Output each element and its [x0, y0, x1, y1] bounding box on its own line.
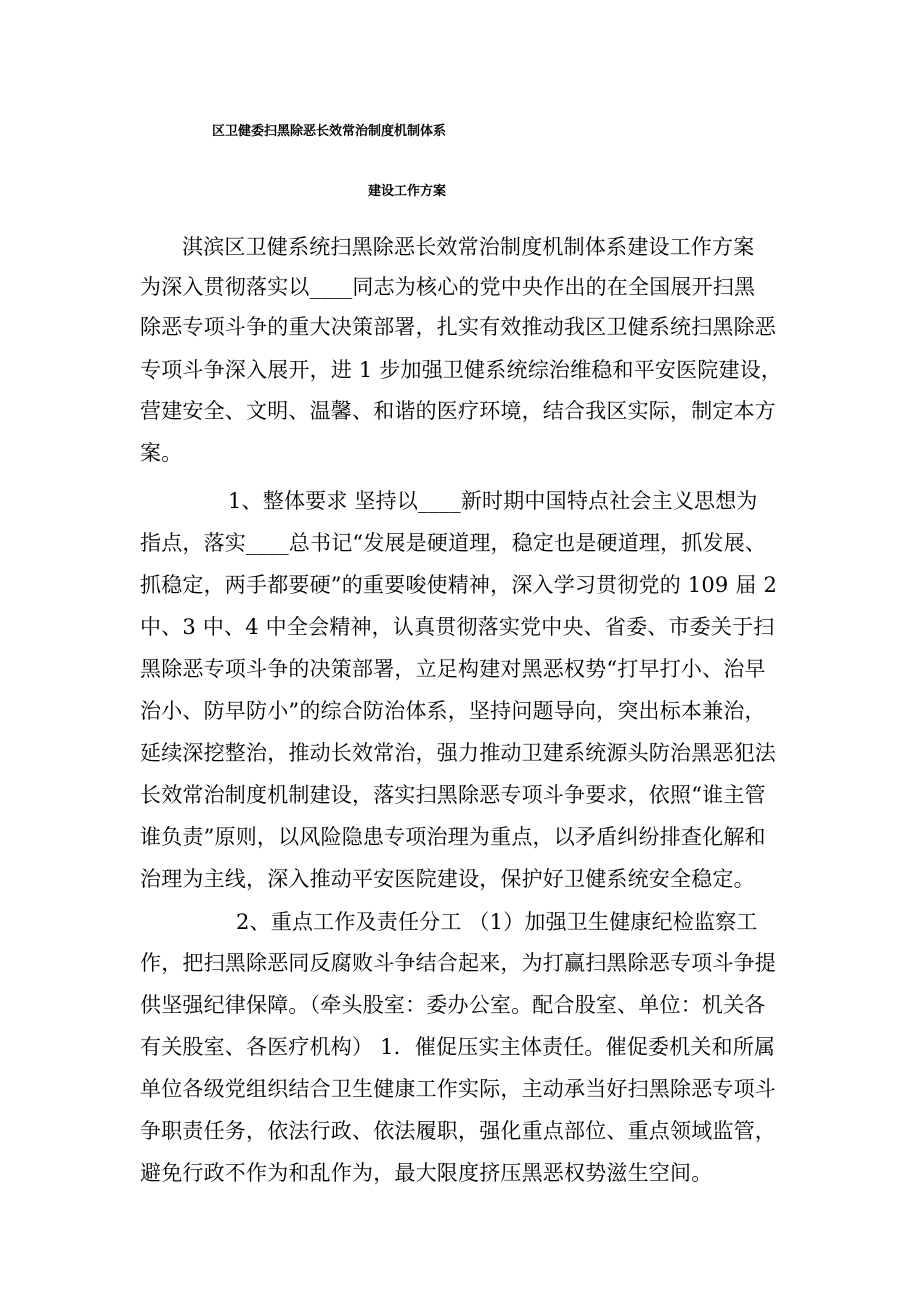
body-line: 长效常治制度机制建设，落实扫黑除恶专项斗争要求，依照“谁主管 [140, 783, 766, 807]
section-1-heading-line: 1、整体要求 坚持以____新时期中国特点社会主义思想为 [228, 489, 758, 513]
body-line: 延续深挖整治，推动长效常治，强力推动卫建系统源头防治黑恶犯法 [140, 741, 776, 765]
document-title-line-1: 区卫健委扫黑除恶长效常治制度机制体系 [212, 124, 447, 139]
body-line: 中、3 中、4 中全会精神，认真贯彻落实党中央、省委、市委关于扫 [140, 615, 775, 639]
body-line: 黑除恶专项斗争的决策部署，立足构建对黑恶权势“打早打小、治早 [140, 657, 766, 681]
body-line: 治理为主线，深入推动平安医院建设，保护好卫健系统安全稳定。 [140, 867, 755, 891]
body-line-intro-heading: 淇滨区卫健系统扫黑除恶长效常治制度机制体系建设工作方案 [182, 235, 755, 259]
body-line: 为深入贯彻落实以____同志为核心的党中央作出的在全国展开扫黑 [140, 275, 756, 299]
body-line: 除恶专项斗争的重大决策部署，扎实有效推动我区卫健系统扫黑除恶 [140, 315, 776, 339]
body-line: 案。 [140, 441, 183, 465]
document-title-line-2: 建设工作方案 [368, 184, 447, 199]
body-line: 指点，落实____总书记“发展是硬道理，稳定也是硬道理，抓发展、 [140, 531, 767, 555]
body-line: 专项斗争深入展开，进 1 步加强卫健系统综治维稳和平安医院建设， [140, 358, 783, 382]
body-line: 营建安全、文明、温馨、和谐的医疗环境，结合我区实际，制定本方 [140, 399, 776, 423]
body-line: 谁负责”原则，以风险隐患专项治理为重点，以矛盾纠纷排查化解和 [140, 825, 766, 849]
body-line: 治小、防早防小”的综合防治体系，坚持问题导向，突出标本兼治， [140, 699, 766, 723]
body-line: 避免行政不作为和乱作为，最大限度挤压黑恶权势滋生空间。 [140, 1161, 713, 1185]
body-line: 作，把扫黑除恶同反腐败斗争结合起来，为打赢扫黑除恶专项斗争提 [140, 951, 776, 975]
body-line: 抓稳定，两手都要硬”的重要唆使精神，深入学习贯彻党的 109 届 2 [140, 573, 778, 597]
body-line: 供坚强纪律保障。（牵头股室：委办公室。配合股室、单位：机关各 [140, 993, 766, 1017]
body-line: 单位各级党组织结合卫生健康工作实际，主动承当好扫黑除恶专项斗 [140, 1077, 776, 1101]
body-line: 有关股室、各医疗机构） 1．催促压实主体责任。催促委机关和所属 [140, 1035, 776, 1059]
body-line: 争职责任务，依法行政、依法履职，强化重点部位、重点领域监管， [140, 1119, 776, 1143]
section-2-heading-line: 2、重点工作及责任分工 （1）加强卫生健康纪检监察工 [236, 910, 758, 934]
